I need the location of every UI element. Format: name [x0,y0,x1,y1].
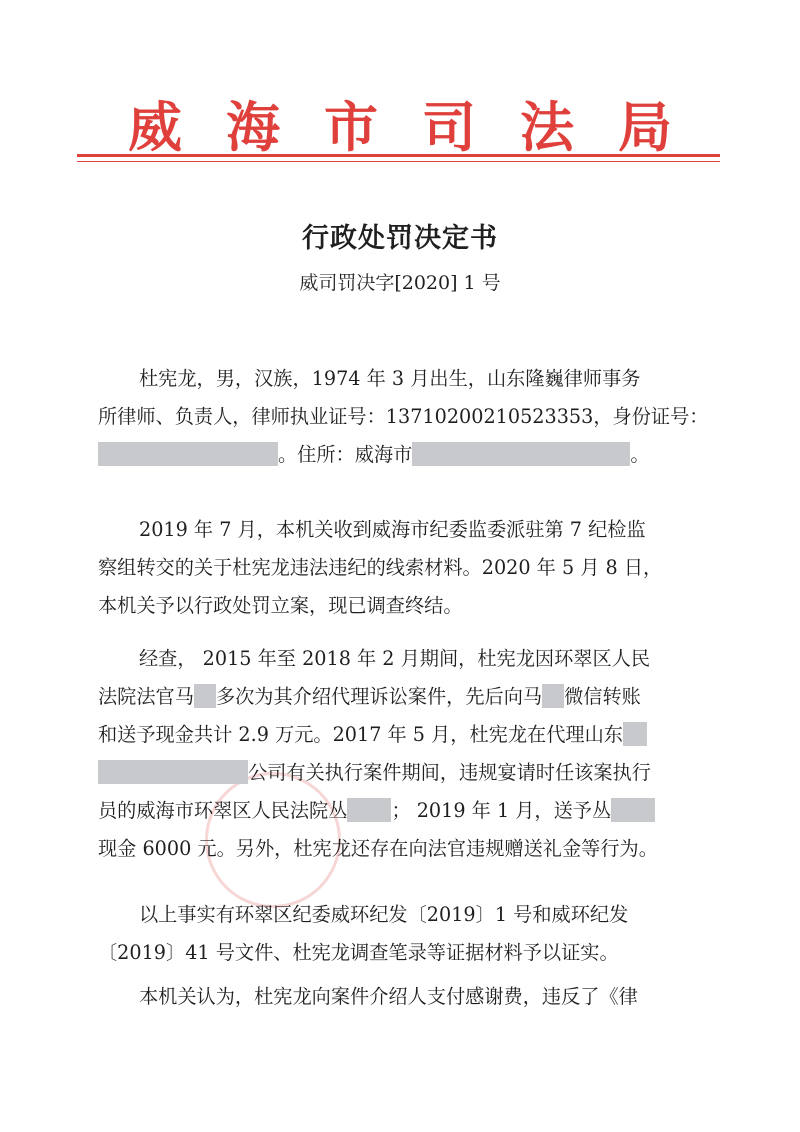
text-line: 所律师、负责人，律师执业证号：13710200210523353，身份证号： [98,405,709,428]
letterhead-red-rule-thin [77,161,720,162]
text-segment: 微信转账 [564,685,641,708]
text-segment: 和送予现金共计 2.9 万元。2017 年 5 月，杜宪龙在代理山东 [98,723,623,746]
text-segment: 公司有关执行案件期间，违规宴请时任该案执行 [248,761,651,784]
text-line: 〔2019〕41 号文件、杜宪龙调查笔录等证据材料予以证实。 [98,941,619,964]
text-line: 杜宪龙，男，汉族，1974 年 3 月出生，山东隆巍律师事务 [139,367,641,390]
text-line [98,678,708,716]
letterhead-title [0,92,800,162]
text-segment: ； 2019 年 1 月，送予丛 [391,799,612,822]
redaction-block [611,798,655,822]
letterhead-char: 市 [324,95,378,159]
redaction-block [194,684,216,708]
text-segment: 法院法官马 [98,685,194,708]
redaction-block [98,760,248,784]
redaction-block [98,442,278,466]
text-line: 本机关认为，杜宪龙向案件介绍人支付感谢费，违反了《律 [139,985,638,1008]
paragraph-determination [98,978,708,1016]
letterhead-char: 海 [226,95,280,159]
text-segment: 员的威海市环翠区人民法院丛 [98,799,348,822]
paragraph-findings [98,640,708,868]
text-line [98,792,708,830]
paragraph-party-info [98,360,708,474]
text-segment: 。 [630,443,650,466]
letterhead-red-rule [77,154,720,157]
letterhead-char: 法 [520,95,574,159]
text-line [98,716,708,754]
document-number: 威司罚决字[2020] 1 号 [299,272,501,294]
document-title: 行政处罚决定书 [302,223,498,254]
text-line: 经查， 2015 年至 2018 年 2 月期间，杜宪龙因环翠区人民 [139,647,651,670]
text-line: 现金 6000 元。另外，杜宪龙还存在向法官违规赠送礼金等行为。 [98,837,658,860]
paragraph-case-origin [98,511,708,625]
text-line: 本机关予以行政处罚立案，现已调查终结。 [98,594,463,617]
letterhead-char: 局 [618,95,672,159]
text-line: 以上事实有环翠区纪委威环纪发〔2019〕1 号和威环纪发 [139,903,629,926]
text-segment: 多次为其介绍代理诉讼案件，先后向马 [215,685,543,708]
text-line [98,754,708,792]
redaction-block [623,722,647,746]
paragraph-evidence [98,896,708,972]
redaction-block [542,684,564,708]
redaction-block [347,798,391,822]
text-line: 2019 年 7 月，本机关收到威海市纪委监委派驻第 7 纪检监 [139,518,646,541]
text-line [98,436,708,474]
text-segment: 。住所：威海市 [278,443,413,466]
letterhead-char: 司 [422,95,476,159]
redaction-block [412,442,630,466]
text-line: 察组转交的关于杜宪龙违法违纪的线索材料。2020 年 5 月 8 日， [98,556,663,579]
letterhead-char: 威 [128,95,182,159]
